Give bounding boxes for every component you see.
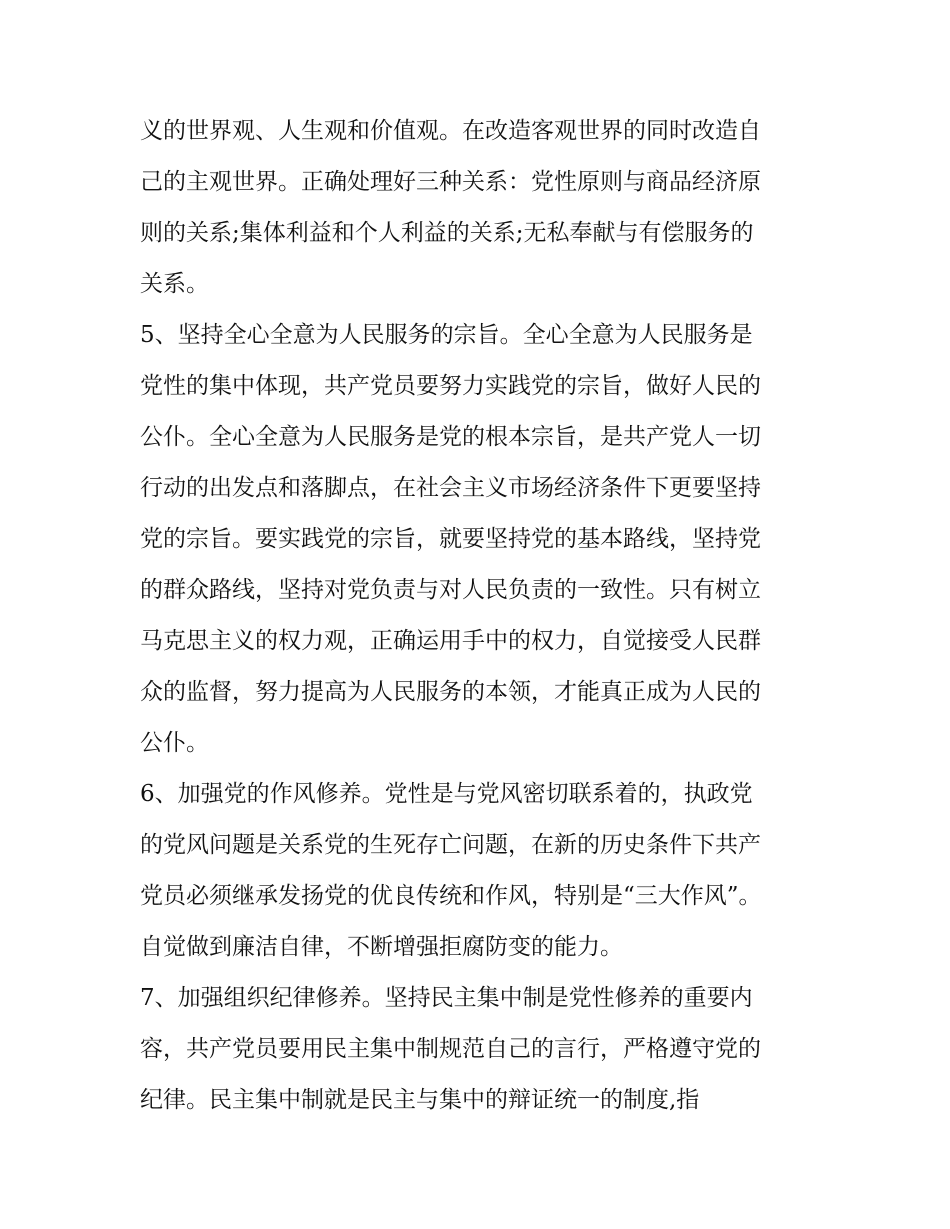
- text-line-13: 公仆。: [140, 730, 209, 756]
- body-text: [140, 106, 816, 1126]
- text-line-14: 6、加强党的作风修养。党性是与党风密切联系着的，执政党: [140, 781, 753, 807]
- text-line-18: 7、加强组织纪律修养。坚持民主集中制是党性修养的重要内: [140, 985, 753, 1011]
- text-line-9: 党的宗旨。要实践党的宗旨，就要坚持党的基本路线，坚持党: [140, 526, 761, 552]
- text-line-2: 己的主观世界。正确处理好三种关系：党性原则与商品经济原: [140, 169, 761, 195]
- text-line-3: 则的关系;集体利益和个人利益的关系;无私奉献与有偿服务的: [140, 220, 754, 246]
- text-line-16: 党员必须继承发扬党的优良传统和作风，特别是“三大作风”。: [140, 883, 762, 909]
- text-line-7: 公仆。全心全意为人民服务是党的根本宗旨，是共产党人一切: [140, 424, 761, 450]
- text-line-15: 的党风问题是关系党的生死存亡问题，在新的历史条件下共产: [140, 832, 761, 858]
- text-line-20: 纪律。民主集中制就是民主与集中的辩证统一的制度,指: [140, 1087, 700, 1113]
- text-line-1: 义的世界观、人生观和价值观。在改造客观世界的同时改造自: [140, 118, 761, 144]
- text-line-11: 马克思主义的权力观，正确运用手中的权力，自觉接受人民群: [140, 628, 761, 654]
- text-line-5: 5、坚持全心全意为人民服务的宗旨。全心全意为人民服务是: [140, 322, 753, 348]
- text-line-10: 的群众路线，坚持对党负责与对人民负责的一致性。只有树立: [140, 577, 761, 603]
- text-line-12: 众的监督，努力提高为人民服务的本领，才能真正成为人民的: [140, 679, 761, 705]
- text-line-8: 行动的出发点和落脚点，在社会主义市场经济条件下更要坚持: [140, 475, 761, 501]
- text-line-6: 党性的集中体现，共产党员要努力实践党的宗旨，做好人民的: [140, 373, 761, 399]
- text-line-17: 自觉做到廉洁自律，不断增强拒腐防变的能力。: [140, 934, 623, 960]
- text-line-4: 关系。: [140, 271, 209, 297]
- text-line-19: 容，共产党员要用民主集中制规范自己的言行，严格遵守党的: [140, 1036, 761, 1062]
